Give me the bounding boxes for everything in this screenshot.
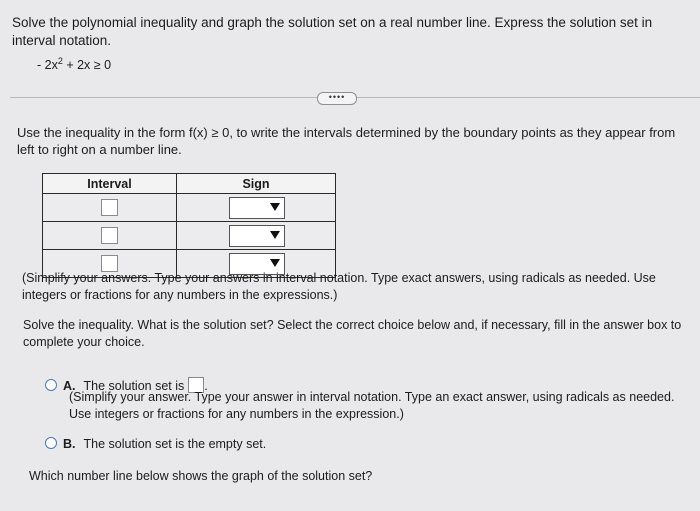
choice-b-radio[interactable] bbox=[45, 437, 57, 449]
dropdown-arrow-icon bbox=[270, 259, 280, 267]
sign-cell bbox=[177, 194, 336, 222]
table-row bbox=[43, 222, 336, 250]
interval-answer-box[interactable] bbox=[101, 227, 118, 244]
expression-part-a: - 2x bbox=[37, 58, 58, 72]
table-row bbox=[43, 194, 336, 222]
choice-a-letter: A. bbox=[63, 379, 76, 393]
problem-statement: Solve the polynomial inequality and graph the solution set on a real number line. Express the solution set in interval notation. bbox=[12, 15, 653, 48]
choice-b[interactable] bbox=[45, 436, 266, 453]
expand-more-button[interactable]: •••• bbox=[317, 92, 357, 105]
choice-a-note: (Simplify your answer. Type your answer in interval notation. Type an exact answer, using radicals as needed. Use integers or fractions for any numbers in the expression.) bbox=[69, 390, 675, 421]
table-header-row bbox=[43, 174, 336, 194]
interval-answer-box[interactable] bbox=[101, 199, 118, 216]
sign-dropdown[interactable] bbox=[229, 225, 285, 247]
dropdown-arrow-icon bbox=[270, 203, 280, 211]
interval-cell bbox=[43, 222, 177, 250]
choice-b-letter: B. bbox=[63, 437, 76, 451]
instructions: Use the inequality in the form f(x) ≥ 0, to write the intervals determined by the boundary points as they appear from left to right on a number line. bbox=[17, 125, 676, 157]
sign-cell bbox=[177, 222, 336, 250]
solution-question: Solve the inequality. What is the solution set? Select the correct choice below and, if necessary, fill in the answer box to complete your choice. bbox=[23, 318, 682, 349]
choice-b-text: The solution set is the empty set. bbox=[83, 437, 267, 451]
interval-cell bbox=[43, 194, 177, 222]
header-interval: Interval bbox=[43, 174, 177, 194]
dropdown-arrow-icon bbox=[270, 231, 280, 239]
number-line-question: Which number line below shows the graph of the solution set? bbox=[29, 469, 373, 483]
simplify-note: (Simplify your answers. Type your answers in interval notation. Type exact answers, using radicals as needed. Use integers or fractions for any numbers in the expressions.) bbox=[22, 271, 656, 302]
choice-a-text: The solution set is bbox=[83, 379, 185, 393]
expression-exponent: 2 bbox=[57, 56, 63, 66]
choice-a-period: . bbox=[204, 379, 208, 393]
header-sign: Sign bbox=[177, 174, 336, 194]
inequality-expression bbox=[37, 56, 111, 72]
interval-sign-table bbox=[42, 173, 336, 278]
expression-part-b: + 2x ≥ 0 bbox=[62, 58, 112, 72]
sign-dropdown[interactable] bbox=[229, 197, 285, 219]
choice-a-radio[interactable] bbox=[45, 379, 57, 391]
